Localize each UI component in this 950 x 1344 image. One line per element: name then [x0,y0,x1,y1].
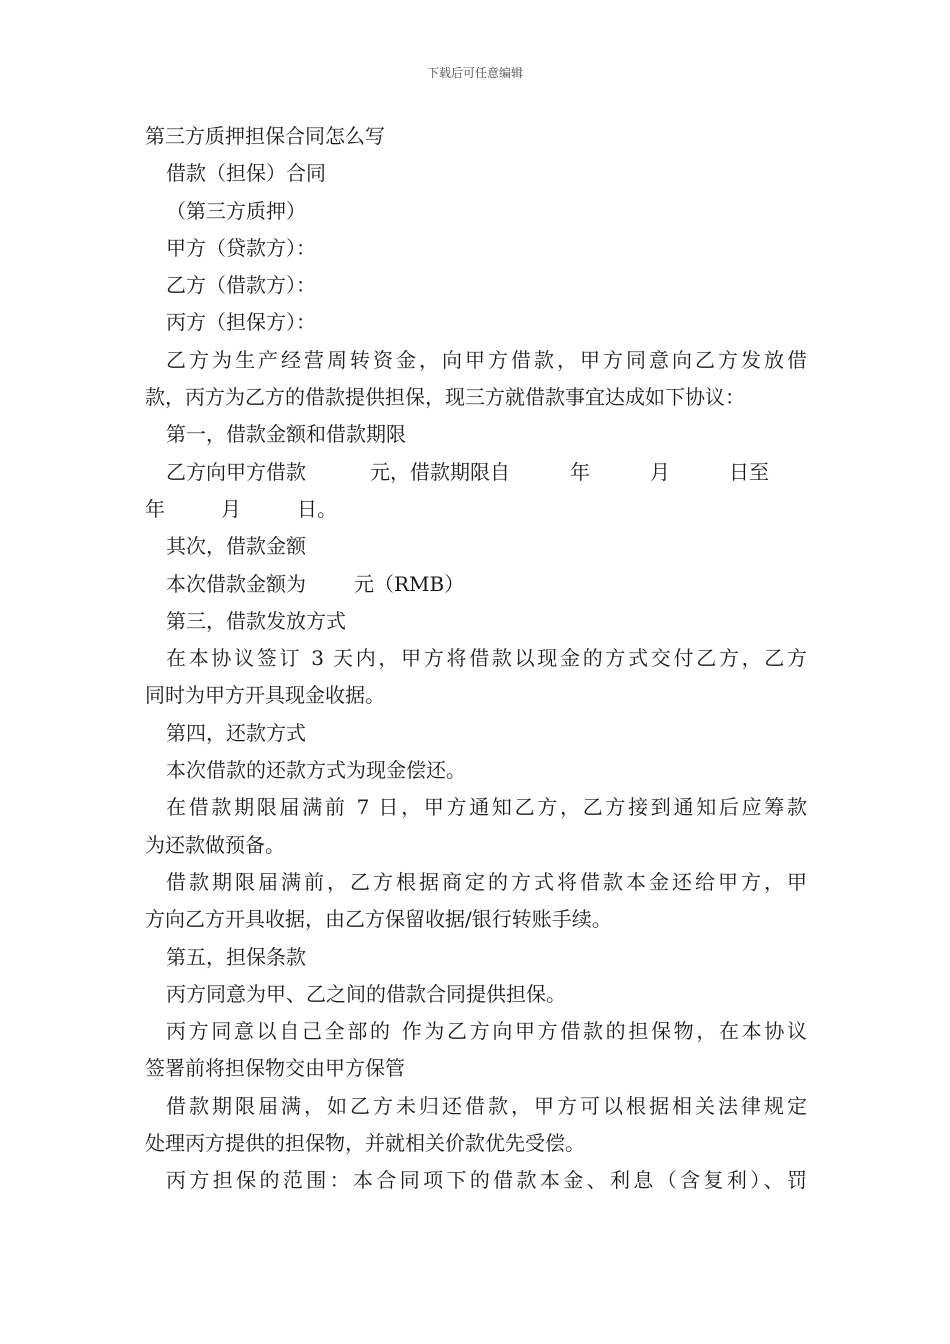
section-4-heading: 第四，还款方式 [166,720,306,745]
repayment-method: 本次借款的还款方式为现金偿还。 [166,758,466,783]
collateral-paragraph [145,1013,807,1088]
repayment-receipt-line-2: 方向乙方开具收据，由乙方保留收据/银行转账手续。 [145,907,612,932]
default-paragraph [145,1088,807,1163]
contract-name: 借款（担保）合同 [166,161,326,186]
contract-subtitle: （第三方质押） [166,198,306,223]
intro-line-1: 乙方为生产经营周转资金，向甲方借款，甲方同意向乙方发放借 [166,347,807,372]
collateral-line-2: 签署前将担保物交由甲方保管 [145,1056,405,1081]
loan-amount-text: 元（RMB） [354,571,465,596]
loan-term-text: 日。 [297,496,337,521]
loan-term-text: 元，借款期限自 [370,459,510,484]
loan-amount-line [145,566,807,603]
loan-amount-text: 本次借款金额为 [166,571,306,596]
loan-term-text: 乙方向甲方借款 [166,459,306,484]
loan-term-text: 日至 [729,459,769,484]
loan-term-line-2 [145,491,807,528]
repayment-receipt-line-1: 借款期限届满前，乙方根据商定的方式将借款本金还给甲方，甲 [166,869,807,894]
section-5-heading: 第五，担保条款 [166,944,306,969]
loan-term-text: 月 [221,496,241,521]
disbursement-line-2: 同时为甲方开具现金收据。 [145,683,385,708]
disbursement-line-1: 在本协议签订 3 天内，甲方将借款以现金的方式交付乙方，乙方 [166,646,807,671]
section-3-heading: 第三，借款发放方式 [166,608,346,633]
loan-term-text: 年 [145,496,165,521]
page-header: 下载后可任意编辑 [426,66,523,80]
party-c: 丙方（担保方）： [166,310,316,335]
section-1-heading: 第一，借款金额和借款期限 [166,422,406,447]
loan-term-line-1 [145,454,807,491]
repayment-notice-paragraph [145,789,807,864]
loan-term-paragraph [145,454,807,529]
document-body [145,118,807,1200]
guarantee-consent: 丙方同意为甲、乙之间的借款合同提供担保。 [166,981,566,1006]
section-2-heading: 其次，借款金额 [166,534,306,559]
repayment-notice-line-2: 为还款做预备。 [145,832,285,857]
party-a: 甲方（贷款方）： [166,235,316,260]
repayment-notice-line-1: 在借款期限届满前 7 日，甲方通知乙方，乙方接到通知后应筹款 [166,795,807,820]
loan-term-text: 月 [650,459,670,484]
intro-line-2: 款，丙方为乙方的借款提供担保，现三方就借款事宜达成如下协议： [145,385,745,410]
default-line-2: 处理丙方提供的担保物，并就相关价款优先受偿。 [145,1131,585,1156]
document-title: 第三方质押担保合同怎么写 [145,124,385,148]
repayment-receipt-paragraph [145,864,807,939]
guarantee-scope-line: 丙方担保的范围：本合同项下的借款本金、利息（含复利）、罚 [166,1168,807,1193]
loan-term-text: 年 [570,459,590,484]
intro-paragraph [145,342,807,417]
collateral-line-1: 丙方同意以自己全部的 作为乙方向甲方借款的担保物，在本协议 [166,1019,807,1044]
party-b: 乙方（借款方）： [166,273,316,298]
default-line-1: 借款期限届满，如乙方未归还借款，甲方可以根据相关法律规定 [166,1093,807,1118]
disbursement-paragraph [145,640,807,715]
